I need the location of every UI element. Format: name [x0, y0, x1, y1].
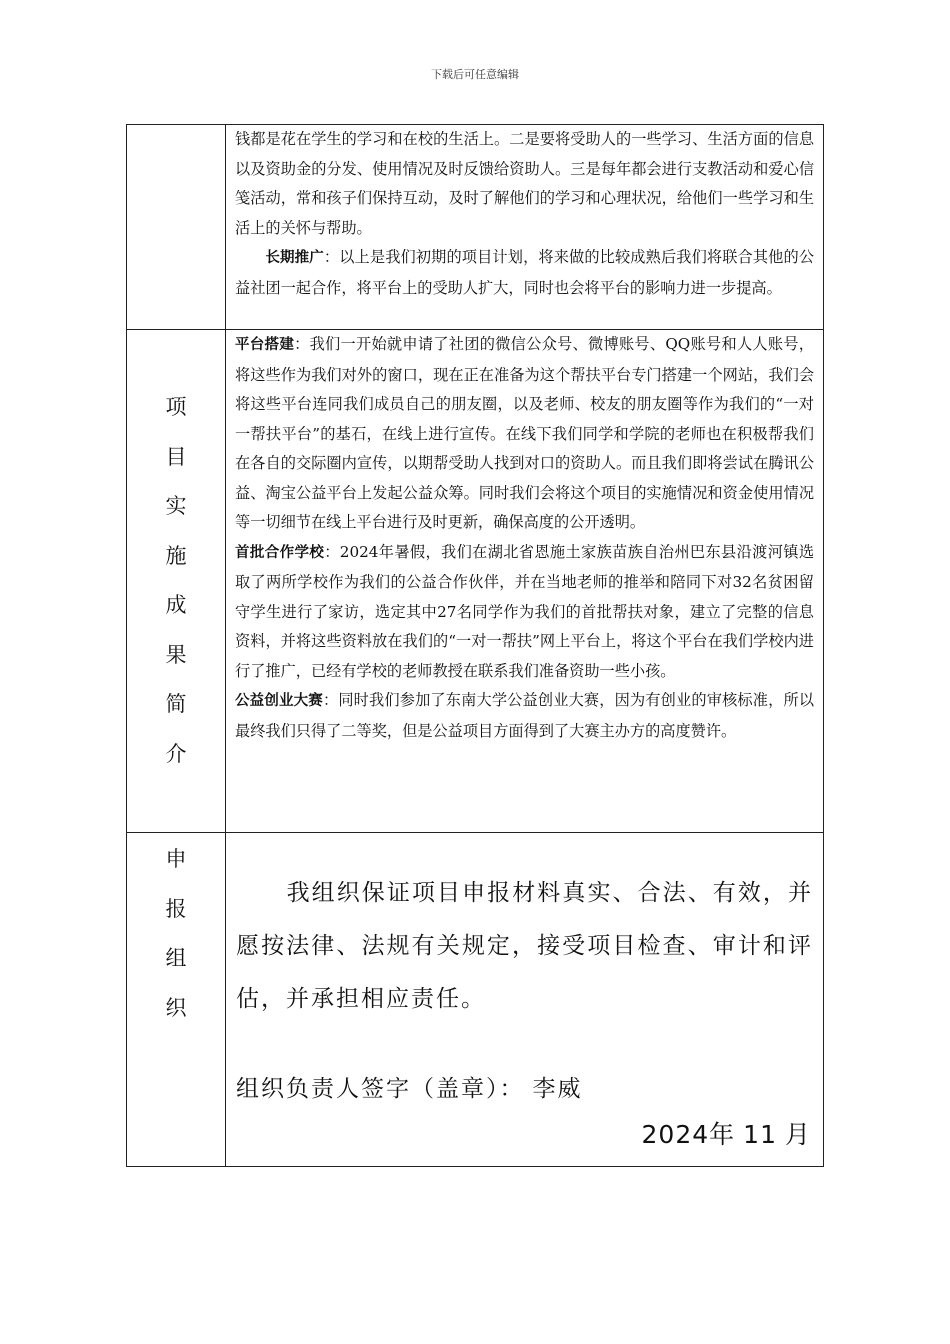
section-label-cell — [127, 833, 226, 1167]
label-char: 目 — [165, 444, 187, 469]
content-cell — [226, 330, 824, 833]
promo-label: 长期推广 — [265, 250, 324, 266]
label-char: 实 — [165, 494, 187, 518]
content-cell — [226, 125, 824, 330]
empty-label-cell — [127, 125, 226, 330]
section-label-organization — [127, 833, 225, 1033]
label-char: 介 — [165, 741, 187, 766]
contest-text: ：同时我们参加了东南大学公益创业大赛，因为有创业的审核标准，所以最终我们只得了二等奖，但是公益项目方面得到了大赛主办方的高度赞许。 — [235, 691, 815, 740]
page-header: 下载后可任意编辑 — [431, 68, 519, 81]
date-year: 2024 — [641, 1120, 710, 1149]
label-char: 成 — [165, 593, 187, 617]
label-char: 组 — [165, 946, 187, 970]
label-char: 申 — [165, 847, 187, 871]
signature-name: 李威 — [532, 1076, 583, 1102]
platform-text: ：我们一开始就申请了社团的微信公众号、微博账号、QQ账号和人人账号，将这些作为我们对外的窗口，现在正在准备为这个帮扶平台专门搭建一个网站，我们会将这些平台连同我们成员自己的朋友圈，以及老师、校友的朋友圈等作为我们的“一对一帮扶平台”的基石，在线上进行宣传。在线下我们同学和学院的老师也在积极帮我们在各自的交际圈内宣传，以期帮受助人找到对口的资助人。而且我们即将尝试在腾讯公益、淘宝公益平台上发起公益众筹。同时我们会将这个项目的实施情况和资金使用情况等一切细节在线上平台进行及时更新，确保高度的公开透明。 — [235, 335, 814, 531]
platform-paragraph — [226, 330, 823, 538]
date-year-unit: 年 — [709, 1120, 736, 1149]
table-row — [127, 125, 824, 330]
label-char: 报 — [165, 896, 187, 921]
label-char: 果 — [165, 642, 187, 667]
label-char: 织 — [165, 995, 187, 1020]
date-month: 11 — [743, 1120, 777, 1149]
declaration-text: 我组织保证项目申报材料真实、合法、有效，并愿按法律、法规有关规定，接受项目检查、审计和评估，并承担相应责任。 — [236, 880, 813, 1012]
date-month-unit: 月 — [784, 1120, 811, 1149]
declaration-date — [226, 1115, 823, 1151]
label-char: 项 — [165, 395, 187, 419]
label-char: 简 — [165, 692, 187, 716]
contest-paragraph — [226, 686, 823, 746]
section-label-cell — [127, 330, 226, 833]
promo-paragraph — [226, 243, 823, 303]
signature-line — [226, 1070, 823, 1103]
platform-label: 平台搭建 — [235, 337, 295, 353]
plan-continuation-text: 钱都是花在学生的学习和在校的生活上。二是要将受助人的一些学习、生活方面的信息以及资助金的分发、使用情况及时反馈给资助人。三是每年都会进行支教活动和爱心信笺活动，常和孩子们保持互动，及时了解他们的学习和心理状况，给他们一些学习和生活上的关怀与帮助。 — [235, 130, 814, 237]
school-text: ：2024年暑假，我们在湖北省恩施土家族苗族自治州巴东县沿渡河镇选取了两所学校作为我们的公益合作伙伴，并在当地老师的推举和陪同下对32名贫困留守学生进行了家访，选定其中27名同学作为我们的首批帮扶对象，建立了完整的信息资料，并将这些资料放在我们的“一对一帮扶”网上平台上，将这个平台在我们学校内进行了推广，已经有学校的老师教授在联系我们准备资助一些小孩。 — [235, 542, 815, 680]
table-row — [127, 833, 824, 1167]
contest-label: 公益创业大赛 — [235, 693, 323, 709]
promo-text: ：以上是我们初期的项目计划，将来做的比较成熟后我们将联合其他的公益社团一起合作，将平台上的受助人扩大，同时也会将平台的影响力进一步提高。 — [235, 248, 815, 297]
table-row — [127, 330, 824, 833]
section-label-results — [127, 383, 225, 779]
content-cell — [226, 833, 824, 1167]
school-paragraph — [226, 538, 823, 687]
school-label: 首批合作学校 — [235, 544, 325, 561]
label-char: 施 — [165, 543, 187, 568]
signature-label: 组织负责人签字（盖章）： — [236, 1076, 525, 1102]
application-form-table — [126, 124, 824, 1167]
